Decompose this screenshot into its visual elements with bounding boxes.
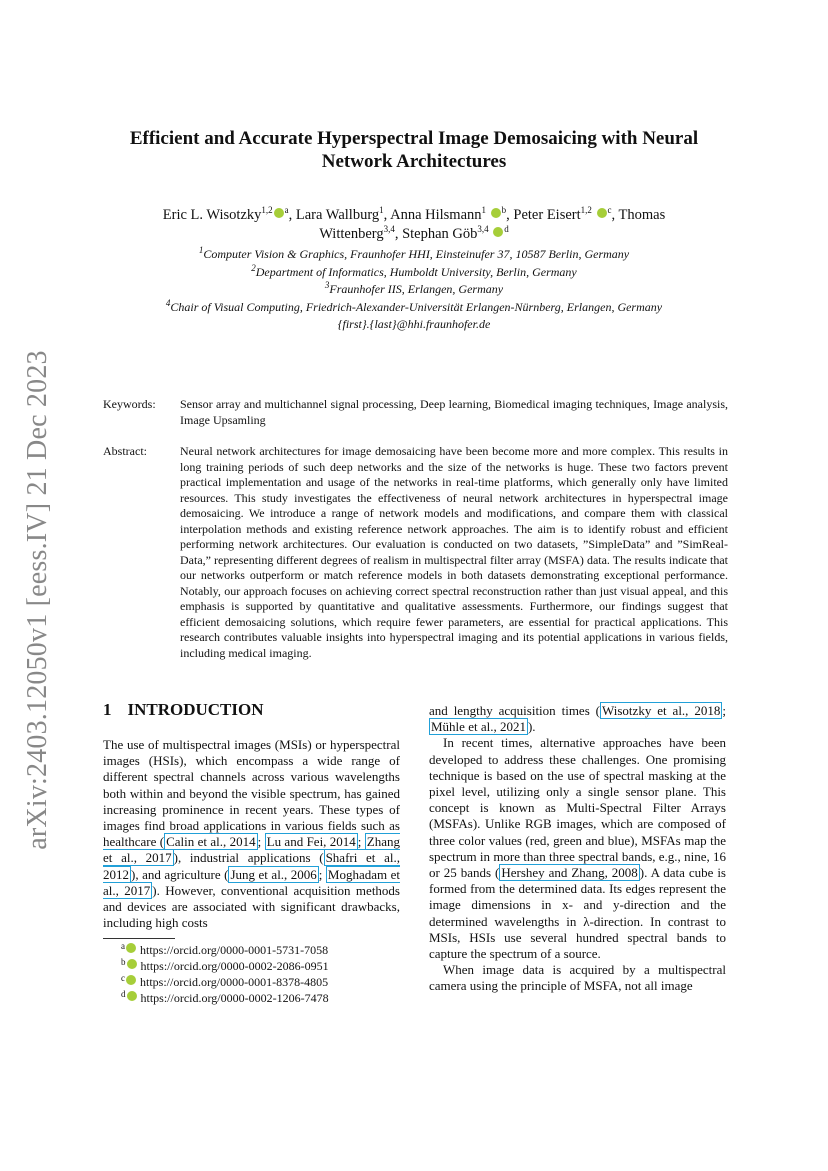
author-name: Wittenberg <box>319 226 384 242</box>
intro-paragraph-continued <box>429 703 726 735</box>
title-line-2: Network Architectures <box>321 151 507 172</box>
orcid-mark: c <box>607 205 612 216</box>
keywords-text: Sensor array and multichannel signal processing, Deep learning, Biomedical imaging techniques, Image analysis, Image Upsamling <box>180 397 728 427</box>
author-name: , Anna Hilsmann <box>383 207 482 223</box>
footnote <box>121 974 401 990</box>
abstract-text: Neural network architectures for image demosaicing have been become more and more complex. This results in long training periods of such deep networks and the size of the networks is huge. These two factors prevent practical implementation and usage of the networks in real-time platforms, which generally only have limited resources. This study investigates the effectiveness of neural network architectures in hyperspectral image demosaicing. We introduce a range of network models and modifications, and compare them with classical interpolation methods and existing reference network approaches. The aim is to identify robust and efficient performing network architectures. Our evaluation is conducted on two datasets, ”SimpleData” and ”SimReal-Data,” representing different degrees of realism in multispectral filter array (MSFA) data. The results indicate that our networks outperform or match reference models in both datasets demonstrating exceptional performance. Notably, our approach focuses on achieving correct spectral reconstruction rather than just visual appeal, and this emphasis is supported by quantitative and qualitative assessments. Furthermore, our findings suggest that efficient demosaicing solutions, which require fewer parameters, are essential for practical applications. This research contributes valuable insights into hyperspectral imaging and its potential applications in various fields, including medical imaging. <box>180 444 728 660</box>
footnote-rule <box>103 938 175 939</box>
orcid-icon[interactable] <box>491 208 501 218</box>
body-text: ; <box>318 866 326 882</box>
author-affil-sup: 1,2 <box>261 205 273 216</box>
footnote-mark: a <box>121 941 125 951</box>
title-line-1: Efficient and Accurate Hyperspectral Image Demosaicing with Neural <box>129 128 699 149</box>
citation-link[interactable]: Moghadam et al., 2017 <box>103 866 400 898</box>
affiliation-text: Computer Vision & Graphics, Fraunhofer HHI, Einsteinufer 37, 10587 Berlin, Germany <box>203 247 630 261</box>
orcid-icon <box>127 991 137 1001</box>
affiliation-text: Department of Informatics, Humboldt University, Berlin, Germany <box>255 264 577 279</box>
body-text: The use of multispectral images (MSIs) or hyperspectral images (HSIs), which encompass a wide range of different spectral channels across various wavelengths both within and beyond the visible spectrum, has gained increasing prominence in recent years. These types of images find broad applications in various fields such as healthcare ( <box>103 737 400 850</box>
citation-link[interactable]: Hershey and Zhang, 2008 <box>501 865 638 881</box>
section-title: INTRODUCTION <box>127 700 264 719</box>
footnote <box>121 958 401 974</box>
citation-link[interactable]: Mühle et al., 2021 <box>431 719 526 735</box>
orcid-mark: b <box>501 205 507 216</box>
arxiv-identifier: arXiv:2403.12050v1 [eess.IV] 21 Dec 2023 <box>22 350 53 850</box>
affiliation-sup: 1 <box>198 245 204 255</box>
left-column <box>103 737 400 931</box>
orcid-url[interactable]: https://orcid.org/0000-0001-5731-7058 <box>140 943 329 957</box>
keywords-block <box>103 397 728 428</box>
footnote-mark: d <box>121 989 126 999</box>
author-name: , Peter Eisert <box>506 207 581 223</box>
author-name: , Stephan Göb <box>394 226 478 242</box>
orcid-mark: d <box>504 224 509 235</box>
body-text: ; <box>357 834 365 850</box>
citation-link[interactable]: Zhang et al., 2017 <box>103 834 400 866</box>
author-name: , Thomas <box>611 207 666 223</box>
citation-link[interactable]: Calin et al., 2014 <box>166 834 256 850</box>
body-text: ; <box>257 834 265 850</box>
author-name: , Lara Wallburg <box>288 207 380 223</box>
intro-paragraph-1 <box>103 737 400 931</box>
author-affil-sup: 1 <box>481 205 487 216</box>
keywords-label: Keywords: <box>103 397 156 411</box>
affiliation <box>100 246 728 264</box>
arxiv-sidebar <box>18 330 58 870</box>
orcid-icon <box>126 943 136 953</box>
affiliation-text: Fraunhofer IIS, Erlangen, Germany <box>329 282 504 296</box>
affiliation-sup: 2 <box>251 262 256 273</box>
body-text: ), and agriculture ( <box>131 866 229 882</box>
abstract-block <box>103 444 728 661</box>
affiliation-sup: 4 <box>165 297 171 308</box>
citation-link[interactable]: Lu and Fei, 2014 <box>266 834 356 850</box>
body-text: ; <box>722 703 726 718</box>
body-text: ). A data cube is formed from the determined data. Its edges represent the image dimensions in x- and y-direction and the determined wavelengths in λ-direction. In contrast to MSIs, HSIs use several hundred spectral bands to capture the spectrum of a source. <box>429 865 726 962</box>
intro-paragraph-2 <box>429 735 726 962</box>
body-text: ). However, conventional acquisition methods and devices are associated with significant drawbacks, including high costs <box>103 882 400 931</box>
footnote <box>121 942 401 958</box>
affiliation-text: Chair of Visual Computing, Friedrich-Alexander-Universität Erlangen-Nürnberg, Erlangen, Germany <box>170 299 663 314</box>
right-column <box>429 703 726 995</box>
citation-link[interactable]: Shafri et al., 2012 <box>103 850 400 882</box>
orcid-icon[interactable] <box>274 208 284 218</box>
footnote <box>121 990 401 1006</box>
body-text: and lengthy acquisition times ( <box>429 703 601 718</box>
affiliation <box>100 281 728 299</box>
affiliation <box>100 264 728 282</box>
footnote-list <box>121 942 401 1006</box>
orcid-url[interactable]: https://orcid.org/0000-0002-1206-7478 <box>140 991 329 1005</box>
author-affil-sup: 3,4 <box>383 224 395 235</box>
orcid-icon <box>127 959 137 969</box>
orcid-url[interactable]: https://orcid.org/0000-0002-2086-0951 <box>140 959 329 973</box>
footnote-mark: c <box>121 973 125 983</box>
intro-paragraph-3 <box>429 962 726 994</box>
footnote-mark: b <box>121 957 126 967</box>
section-number: 1 <box>103 700 112 719</box>
orcid-icon[interactable] <box>493 227 503 237</box>
citation-link[interactable]: Jung et al., 2006 <box>230 866 317 882</box>
author-affil-sup: 3,4 <box>477 224 489 235</box>
abstract-label: Abstract: <box>103 444 147 458</box>
citation-link[interactable]: Wisotzky et al., 2018 <box>602 703 721 718</box>
orcid-url[interactable]: https://orcid.org/0000-0001-8378-4805 <box>140 975 329 989</box>
affiliation-sup: 3 <box>324 280 330 290</box>
body-text: In recent times, alternative approaches have been developed to address these challenges. One promising technique is based on the use of spectral masking at the pixel level, utilizing only a single sensor plane. This concept is known as Multi-Spectral Filter Arrays (MSFAs). Unlike RGB images, which are composed of three color values (red, green and blue), MSFAs map the spectrum in more than three spectral bands, e.g., nine, 16 or 25 bands ( <box>429 735 726 881</box>
orcid-icon[interactable] <box>597 208 607 218</box>
paper-title <box>100 127 728 173</box>
body-text: ), industrial applications ( <box>173 850 324 866</box>
author-line-1 <box>100 206 728 225</box>
contact-email[interactable]: {first}.{last}@hhi.fraunhofer.de <box>337 317 491 331</box>
affiliation <box>100 299 728 317</box>
affiliation-list <box>100 246 728 334</box>
body-text: ). <box>527 719 536 735</box>
author-list <box>100 206 728 244</box>
orcid-icon <box>126 975 136 985</box>
section-heading <box>103 700 403 720</box>
author-name: Eric L. Wisotzky <box>162 207 262 223</box>
body-text: When image data is acquired by a multispectral camera using the principle of MSFA, not all image <box>429 962 726 994</box>
author-affil-sup: 1,2 <box>580 205 592 216</box>
author-line-2 <box>100 225 728 244</box>
author-affil-sup: 1 <box>379 205 384 216</box>
orcid-mark: a <box>284 205 289 216</box>
